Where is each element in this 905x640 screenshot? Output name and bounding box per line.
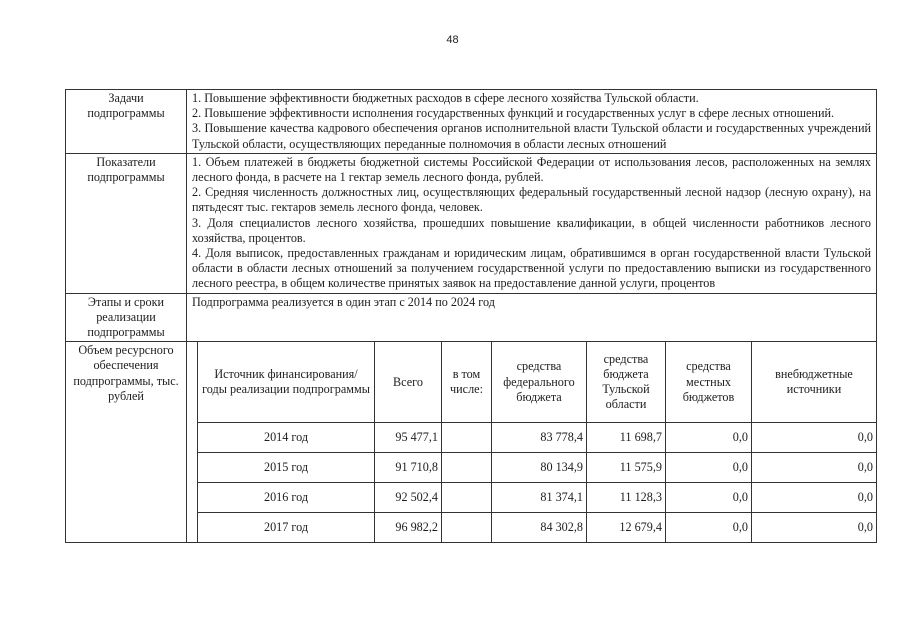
table-row — [187, 513, 876, 543]
budget-row — [66, 342, 877, 543]
indicator-item: 1. Объем платежей в бюджеты бюджетной системы Российской Федерации от использования лесов, расположенных на землях лесного фонда, в расчете на 1 гектар земель лесного фонда, рублей. — [192, 154, 871, 185]
stages-content: Подпрограмма реализуется в один этап с 2014 по 2024 год — [187, 293, 877, 342]
indicator-item: 4. Доля выписок, предоставленных гражданам и юридическим лицам, обратившимся в орган государственной власти Тульской области в области лесных отношений за получением государственной услуги по предоставлению выписки из государственного лесного реестра, в общем количестве принятых заявок на предоставление данной услуги, процентов — [192, 246, 871, 291]
local-cell: 0,0 — [666, 513, 752, 543]
federal-cell: 84 302,8 — [492, 513, 587, 543]
regional-cell: 11 128,3 — [587, 483, 666, 513]
indicator-item: 2. Средняя численность должностных лиц, осуществляющих федеральный государственный лесной надзор (лесную охрану), на пятьдесят тыс. гектаров земель лесного фонда, человек. — [192, 185, 871, 215]
task-item: 1. Повышение эффективности бюджетных расходов в сфере лесного хозяйства Тульской области. — [192, 91, 699, 105]
indicators-label: Показатели подпрограммы — [66, 153, 187, 293]
year-cell: 2015 год — [198, 453, 375, 483]
extra-cell: 0,0 — [752, 483, 877, 513]
including-cell — [442, 453, 492, 483]
local-cell: 0,0 — [666, 453, 752, 483]
table-row — [187, 453, 876, 483]
spacer — [187, 423, 198, 453]
header-extra: внебюджетные источники — [752, 342, 877, 423]
extra-cell: 0,0 — [752, 423, 877, 453]
regional-cell: 11 698,7 — [587, 423, 666, 453]
subprogram-passport-table — [65, 89, 877, 543]
federal-cell: 81 374,1 — [492, 483, 587, 513]
task-item: 2. Повышение эффективности исполнения государственных функций и государственных услуг в сфере лесных отношений. — [192, 106, 835, 121]
header-source: Источник финансирования/ годы реализации подпрограммы — [198, 342, 375, 423]
indicator-item: 3. Доля специалистов лесного хозяйства, прошедших повышение квалификации, в общей численности работников лесного хозяйства, процентов. — [192, 215, 871, 245]
including-cell — [442, 483, 492, 513]
financing-header-row — [187, 342, 876, 423]
header-including: в том числе: — [442, 342, 492, 423]
spacer — [187, 513, 198, 543]
table-row — [187, 423, 876, 453]
spacer — [187, 483, 198, 513]
indicators-content — [187, 153, 877, 293]
header-total: Всего — [375, 342, 442, 423]
indicators-row — [66, 153, 877, 293]
tasks-label: Задачи подпрограммы — [66, 90, 187, 154]
header-regional: средства бюджета Тульской области — [587, 342, 666, 423]
stages-row — [66, 293, 877, 342]
federal-cell: 80 134,9 — [492, 453, 587, 483]
year-cell: 2014 год — [198, 423, 375, 453]
header-local: средства местных бюджетов — [666, 342, 752, 423]
regional-cell: 12 679,4 — [587, 513, 666, 543]
local-cell: 0,0 — [666, 483, 752, 513]
budget-content — [187, 342, 877, 543]
total-cell: 92 502,4 — [375, 483, 442, 513]
extra-cell: 0,0 — [752, 513, 877, 543]
stages-label: Этапы и сроки реализации подпрограммы — [66, 293, 187, 342]
total-cell: 96 982,2 — [375, 513, 442, 543]
spacer — [187, 342, 198, 423]
task-item: 3. Повышение качества кадрового обеспечения органов исполнительной власти Тульской области и государственных учреждений Тульской области, осуществляющих переданные полномочия в области лесных отношений — [192, 121, 871, 151]
tasks-content — [187, 90, 877, 154]
page-number: 48 — [446, 34, 459, 46]
total-cell: 91 710,8 — [375, 453, 442, 483]
regional-cell: 11 575,9 — [587, 453, 666, 483]
year-cell: 2016 год — [198, 483, 375, 513]
spacer — [187, 453, 198, 483]
header-federal: средства федерального бюджета — [492, 342, 587, 423]
including-cell — [442, 423, 492, 453]
budget-label: Объем ресурсного обеспечения подпрограммы, тыс. рублей — [66, 342, 187, 543]
table-row — [187, 483, 876, 513]
including-cell — [442, 513, 492, 543]
year-cell: 2017 год — [198, 513, 375, 543]
financing-table — [187, 342, 876, 542]
extra-cell: 0,0 — [752, 453, 877, 483]
tasks-row — [66, 90, 877, 154]
total-cell: 95 477,1 — [375, 423, 442, 453]
local-cell: 0,0 — [666, 423, 752, 453]
federal-cell: 83 778,4 — [492, 423, 587, 453]
